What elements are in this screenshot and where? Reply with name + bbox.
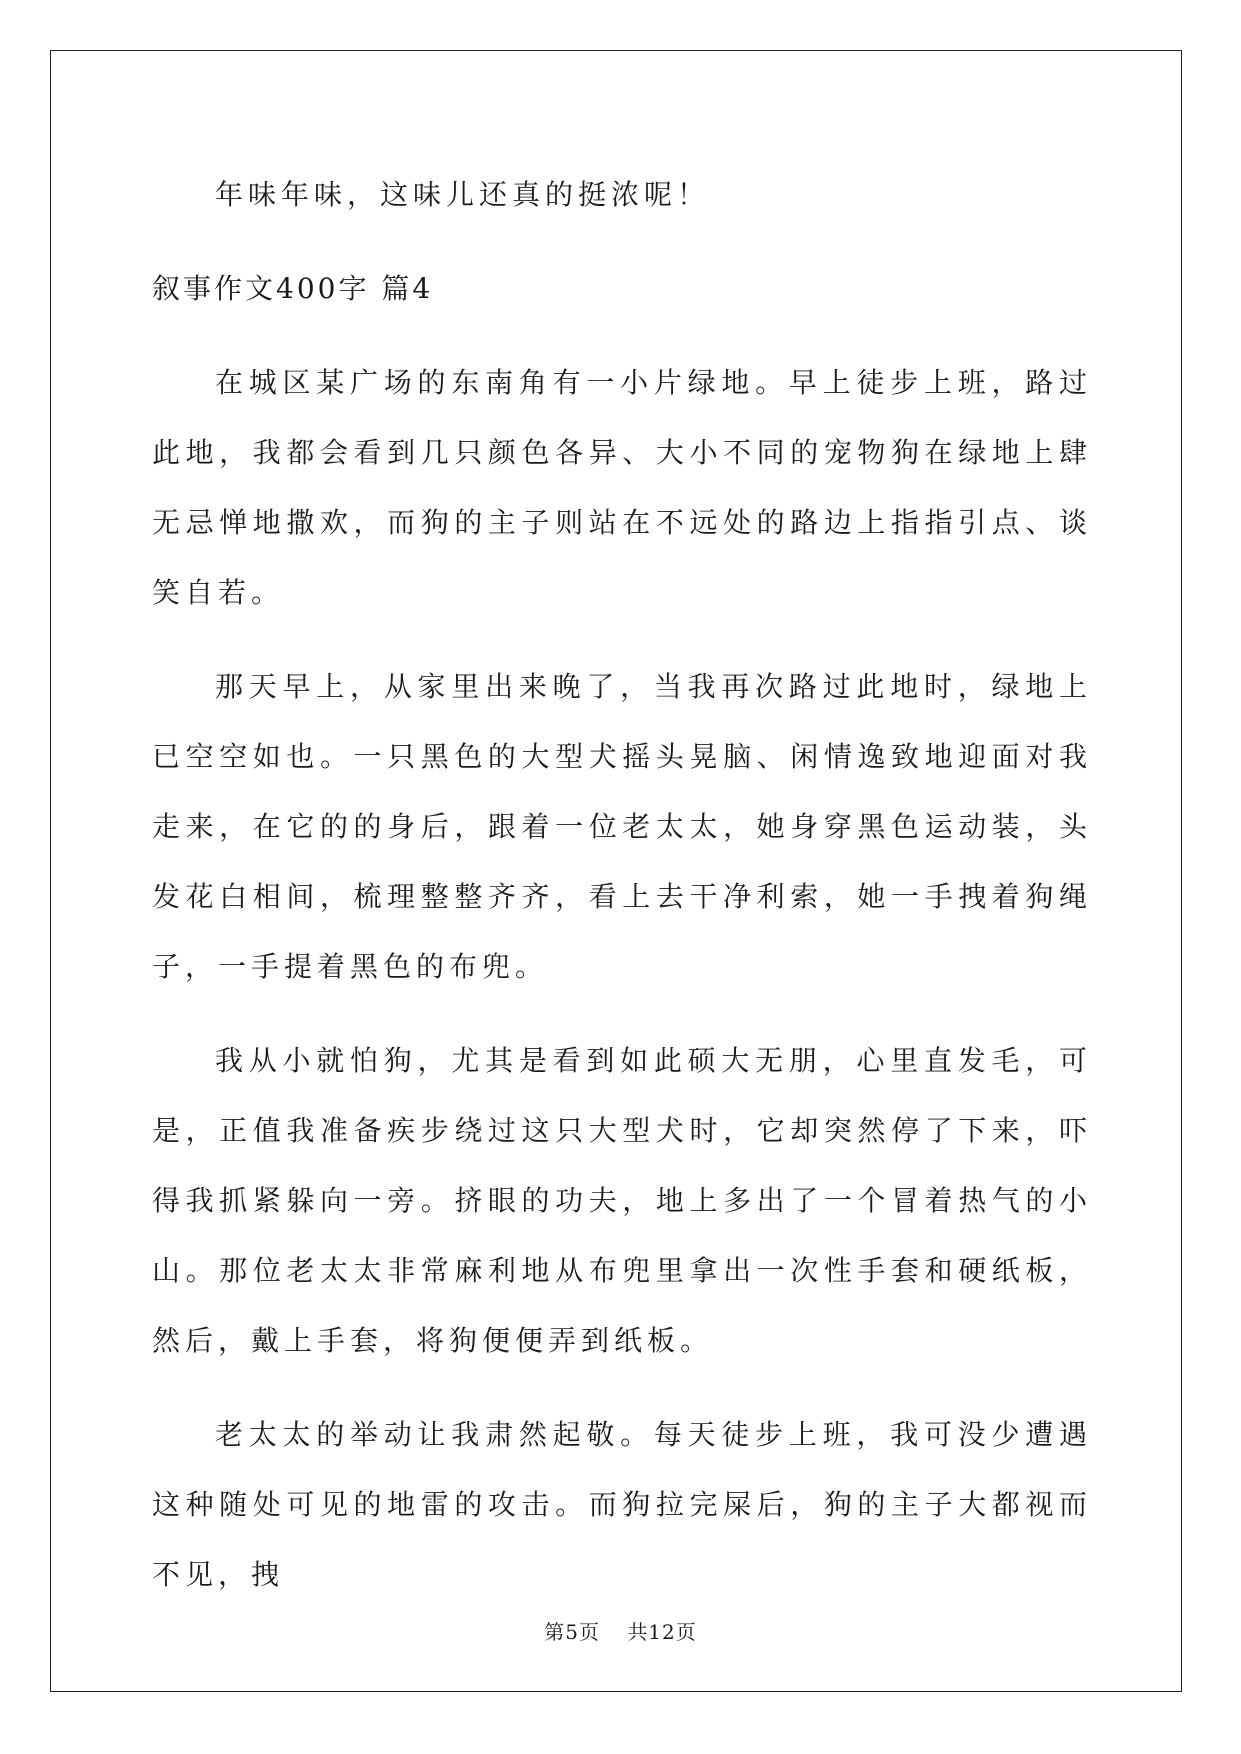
page-number: 第5页 [544,1620,600,1644]
paragraph-1: 在城区某广场的东南角有一小片绿地。早上徒步上班，路过此地，我都会看到几只颜色各异、大小不同的宠物狗在绿地上肆无忌惮地撒欢，而狗的主子则站在不远处的路边上指指引点、谈笑自若。 [152,366,1092,609]
paragraph-intro: 年味年味，这味儿还真的挺浓呢！ [215,178,711,211]
page-footer [0,1616,1241,1645]
paragraph-2: 那天早上，从家里出来晚了，当我再次路过此地时，绿地上已空空如也。一只黑色的大型犬摇头晃脑、闲情逸致地迎面对我走来，在它的的身后，跟着一位老太太，她身穿黑色运动装，头发花白相间，梳理整整齐齐，看上去干净利索，她一手拽着狗绳子，一手提着黑色的布兜。 [152,670,1092,983]
section-heading: 叙事作文400字 篇4 [152,272,434,305]
paragraph-3: 我从小就怕狗，尤其是看到如此硕大无朋，心里直发毛，可是，正值我准备疾步绕过这只大型犬时，它却突然停了下来，吓得我抓紧躲向一旁。挤眼的功夫，地上多出了一个冒着热气的小山。那位老太太非常麻利地从布兜里拿出一次性手套和硬纸板，然后，戴上手套，将狗便便弄到纸板。 [152,1044,1092,1357]
document-body [152,160,1092,1634]
paragraph-4: 老太太的举动让我肃然起敬。每天徒步上班，我可没少遭遇这种随处可见的地雷的攻击。而狗拉完屎后，狗的主子大都视而不见，拽 [152,1418,1092,1591]
page-total: 共12页 [627,1620,697,1644]
